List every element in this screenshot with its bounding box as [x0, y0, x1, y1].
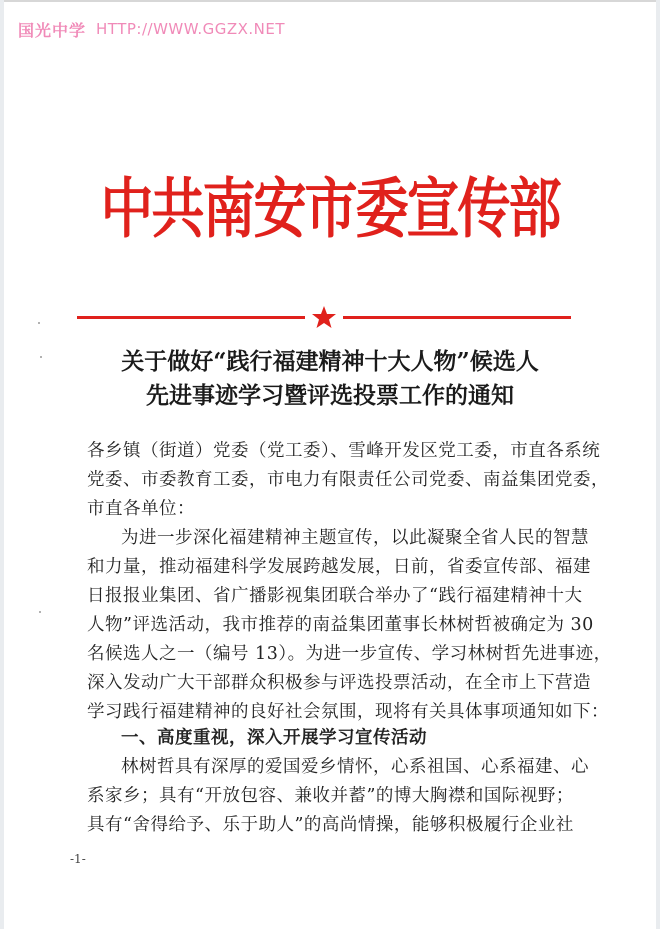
notice-title-line-2: 先进事迹学习暨评选投票工作的通知	[146, 382, 514, 409]
body-line: 人物”评选活动，我市推荐的南益集团董事长林树哲被确定为 30	[87, 615, 594, 635]
notice-title-line-1: 关于做好“践行福建精神十大人物”候选人	[121, 348, 539, 375]
scan-border-left	[0, 0, 4, 929]
scan-border-right	[656, 0, 660, 929]
masthead-title: 中共南安市委宣传部	[100, 171, 560, 247]
divider-line-left	[77, 316, 305, 319]
scan-speck	[38, 322, 40, 324]
scan-speck	[40, 356, 42, 358]
scan-border-top	[0, 0, 660, 2]
watermark-site-name: 国光中学	[18, 20, 87, 40]
body-line: 具有“舍得给予、乐于助人”的高尚情操，能够积极履行企业社	[87, 815, 574, 835]
body-line: 为进一步深化福建精神主题宣传，以此凝聚全省人民的智慧	[121, 528, 589, 548]
body-line: 林树哲具有深厚的爱国爱乡情怀，心系祖国、心系福建、心	[121, 757, 589, 777]
body-line: 和力量，推动福建科学发展跨越发展，日前，省委宣传部、福建	[87, 557, 591, 577]
divider-line-right	[343, 316, 571, 319]
star-icon	[311, 306, 337, 328]
body-line: 名候选人之一（编号 13）。为进一步宣传、学习林树哲先进事迹，	[87, 644, 612, 664]
body-line: 各乡镇（街道）党委（党工委）、雪峰开发区党工委，市直各系统	[87, 441, 601, 461]
body-line: 日报报业集团、省广播影视集团联合举办了“践行福建精神十大	[87, 586, 583, 606]
section-heading: 一、高度重视，深入开展学习宣传活动	[121, 728, 427, 748]
scan-speck	[39, 611, 41, 613]
site-watermark	[18, 17, 285, 41]
body-line: 系家乡；具有“开放包容、兼收并蓄”的博大胸襟和国际视野；	[87, 786, 574, 806]
body-line: 学习践行福建精神的良好社会氛围，现将有关具体事项通知如下：	[87, 702, 609, 722]
body-line: 党委、市委教育工委，市电力有限责任公司党委、南益集团党委，	[87, 470, 609, 490]
body-line: 深入发动广大干部群众积极参与评选投票活动，在全市上下营造	[87, 673, 591, 693]
body-line: 市直各单位：	[87, 499, 195, 519]
page-number: -1-	[70, 852, 86, 866]
red-divider	[77, 306, 571, 328]
watermark-url: HTTP://WWW.GGZX.NET	[96, 20, 286, 38]
